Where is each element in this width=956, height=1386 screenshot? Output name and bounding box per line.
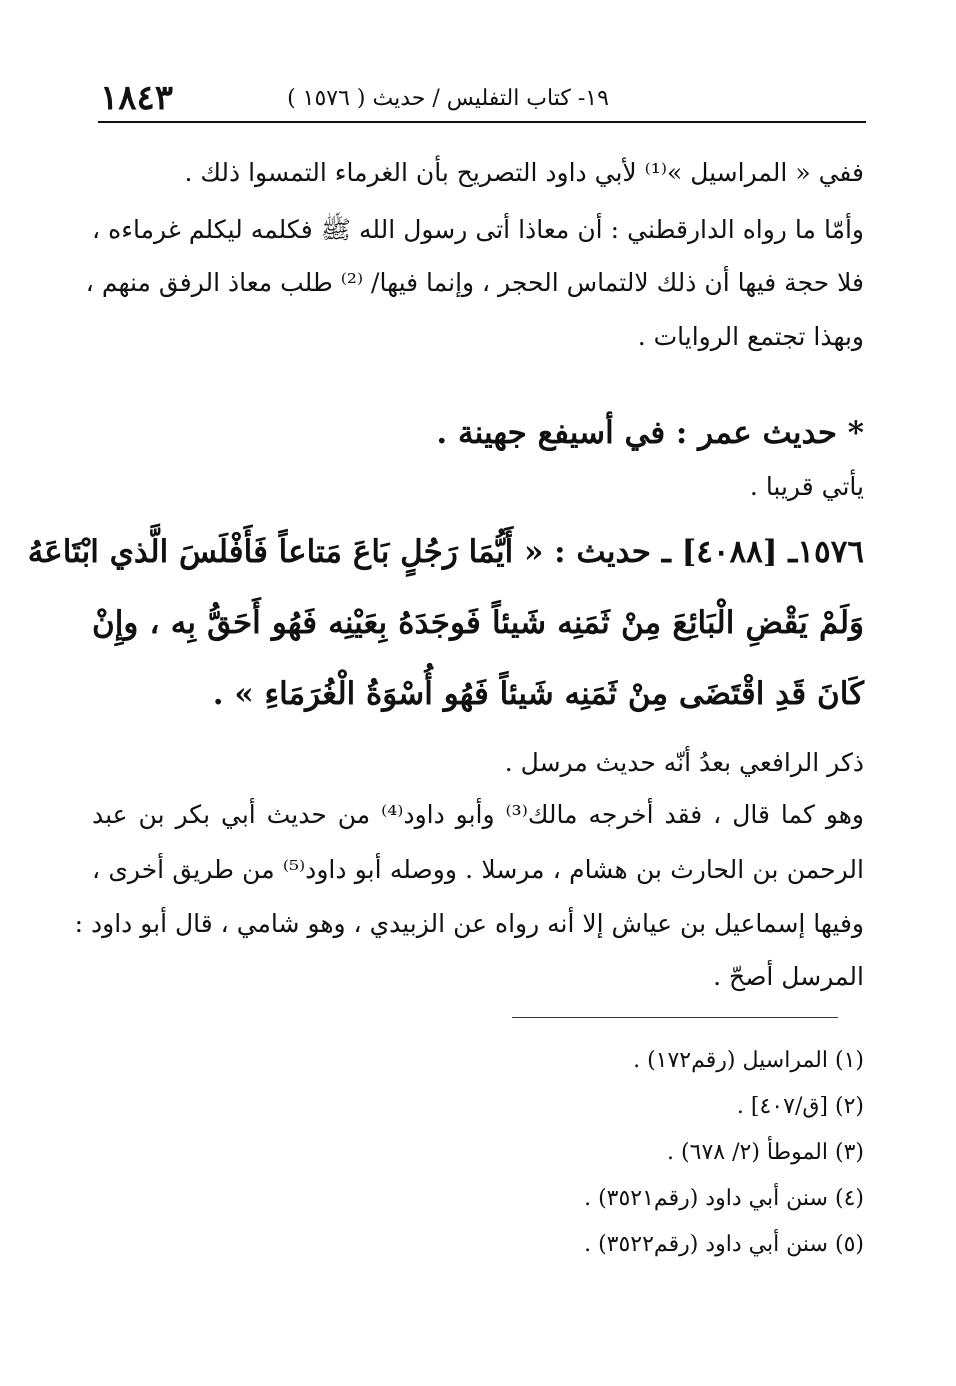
paragraph-2-line-2: فلا حجة فيها أن ذلك لالتماس الحجر ، وإنما فيها/ ⁽²⁾ طلب معاذ الرفق منهم ، [85,268,864,297]
footnote-2: (٢) [ق/٤٠٧] . [736,1094,864,1119]
section-heading: * حديث عمر : في أسيفع جهينة . [436,415,864,451]
hadith-line-2: وَلَمْ يَقْضِ الْبَائِعَ مِنْ ثَمَنِه شَيئاً فَوجَدَهُ بِعَيْنِه فَهُو أَحَقُّ بِه ، وإِنْ [92,605,864,641]
paragraph-4-line-3: وفيها إسماعيل بن عياش إلا أنه رواه عن الزبيدي ، وهو شامي ، قال أبو داود : [74,909,864,938]
paragraph-4-line-2: الرحمن بن الحارث بن هشام ، مرسلا . ووصله أبو داود⁽⁵⁾ من طريق أخرى ، [92,855,864,884]
footnote-separator [512,1017,838,1018]
paragraph-4-line-4: المرسل أصحّ . [713,962,864,991]
footnote-5: (٥) سنن أبي داود (رقم٣٥٢٢) . [584,1232,864,1257]
header-rule [98,121,866,123]
paragraph-4-line-1: وهو كما قال ، فقد أخرجه مالك⁽³⁾ وأبو داود⁽⁴⁾ من حديث أبي بكر بن عبد [92,800,864,829]
footnote-4: (٤) سنن أبي داود (رقم٣٥٢١) . [584,1186,864,1211]
page-number: ١٨٤٣ [100,78,174,118]
hadith-line-1: ١٥٧٦ـ [٤٠٨٨] ـ حديث : « أَيُّمَا رَجُلٍ بَاعَ مَتاعاً فَأَفْلَسَ الَّذي ابْتَاعَهُ [27,534,864,570]
footnote-1: (١) المراسيل (رقم١٧٢) . [633,1048,864,1073]
hadith-line-3: كَانَ قَدِ اقْتَضَى مِنْ ثَمَنِه شَيئاً فَهُو أُسْوَةُ الْغُرَمَاءِ » . [212,676,864,712]
paragraph-1-line-1: ففي « المراسيل »⁽¹⁾ لأبي داود التصريح بأن الغرماء التمسوا ذلك . [184,158,864,187]
running-title: ١٩- كتاب التفليس / حديث ( ١٥٧٦ ) [287,86,609,111]
footnote-3: (٣) الموطأ (٢/ ٦٧٨) . [667,1140,864,1165]
paragraph-2-line-1: وأمّا ما رواه الدارقطني : أن معاذا أتى رسول الله ﷺ فكلمه ليكلم غرماءه ، [92,215,864,244]
cross-reference: يأتي قريبا . [749,472,864,501]
paragraph-3-line-1: ذكر الرافعي بعدُ أنّه حديث مرسل . [504,748,864,777]
paragraph-2-line-3: وبهذا تجتمع الروايات . [637,322,864,351]
